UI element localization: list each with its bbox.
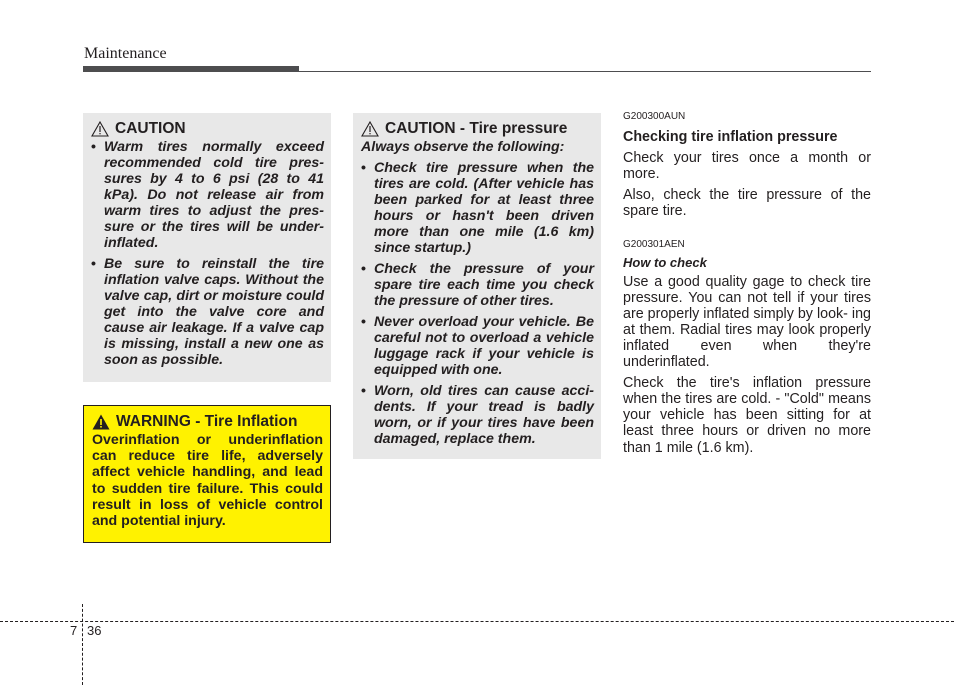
caution-subtitle: Always observe the following: [361, 139, 565, 155]
warning-box-tire-inflation [83, 405, 331, 543]
subsection-heading: How to check [623, 255, 707, 271]
body-paragraph: Also, check the tire pressure of the spare tire. [623, 187, 871, 220]
caution-title-text: CAUTION - Tire pressure [385, 120, 568, 137]
caution-bullet-list [361, 160, 594, 447]
caution-title [91, 120, 324, 138]
caution-bullet: • Be sure to reinstall the tire inflation valve caps. Without the valve cap, dirt or moisture could get into the valve core and cause air leakage. If a valve cap is missing, install a new one as soon as possible. [91, 256, 324, 368]
caution-title-text: CAUTION [115, 120, 186, 137]
caution-bullet: • Check the pressure of your spare tire each time you check the pressure of other tires. [361, 261, 594, 309]
footer-vertical-divider [82, 604, 83, 685]
reference-code: G200300AUN [623, 111, 686, 122]
warning-triangle-icon [92, 414, 110, 430]
warning-text: Overinflation or underinflation can reduce tire life, adversely affect vehicle handling, and lead to sudden tire failure. This could result in loss of vehicle control and potential injury. [92, 432, 323, 530]
caution-bullet: • Never overload your vehicle. Be careful not to overload a vehicle luggage rack if your vehicle is equipped with one. [361, 314, 594, 378]
caution-title [361, 120, 594, 138]
header-rule [299, 71, 871, 72]
page-number: 36 [87, 623, 102, 638]
caution-bullet-list [91, 139, 324, 368]
section-heading: Checking tire inflation pressure [623, 129, 838, 145]
reference-code: G200301AEN [623, 239, 685, 251]
caution-triangle-icon [91, 121, 109, 137]
section-title: Maintenance [84, 45, 167, 62]
caution-bullet: • Warm tires normally exceed recommended cold tire pres- sures by 4 to 6 psi (28 to 41 kPa). Do not release air from warm tires to adjust the pres- sure or the tires will be under- inflated. [91, 139, 324, 251]
caution-bullet: • Check tire pressure when the tires are cold. (After vehicle has been parked for at least three hours or hasn't been driven more than one mile (1.6 km) since startup.) [361, 160, 594, 256]
right-column [623, 108, 871, 456]
body-paragraph: Use a good quality gage to check tire pressure. You can not tell if your tires are properly inflated simply by look- ing at them. Radial tires may look properly inflated even when they're underinflated. [623, 273, 871, 371]
warning-title-text: WARNING - Tire Inflation [116, 413, 298, 430]
caution-box-tire-pressure [353, 113, 601, 459]
footer-divider [0, 621, 954, 622]
body-paragraph: Check the tire's inflation pressure when the tires are cold. - "Cold" means your vehicle has been sitting for at least three hours or driven no more than 1 mile (1.6 km). [623, 375, 871, 456]
caution-bullet: • Worn, old tires can cause acci- dents. If your tread is badly worn, or if your tires have been damaged, replace them. [361, 383, 594, 447]
chapter-number: 7 [70, 623, 78, 638]
caution-triangle-icon [361, 121, 379, 137]
caution-box-warm-tires [83, 113, 331, 382]
header-bar [83, 66, 299, 72]
warning-title [92, 413, 323, 431]
body-paragraph: Check your tires once a month or more. [623, 150, 871, 183]
